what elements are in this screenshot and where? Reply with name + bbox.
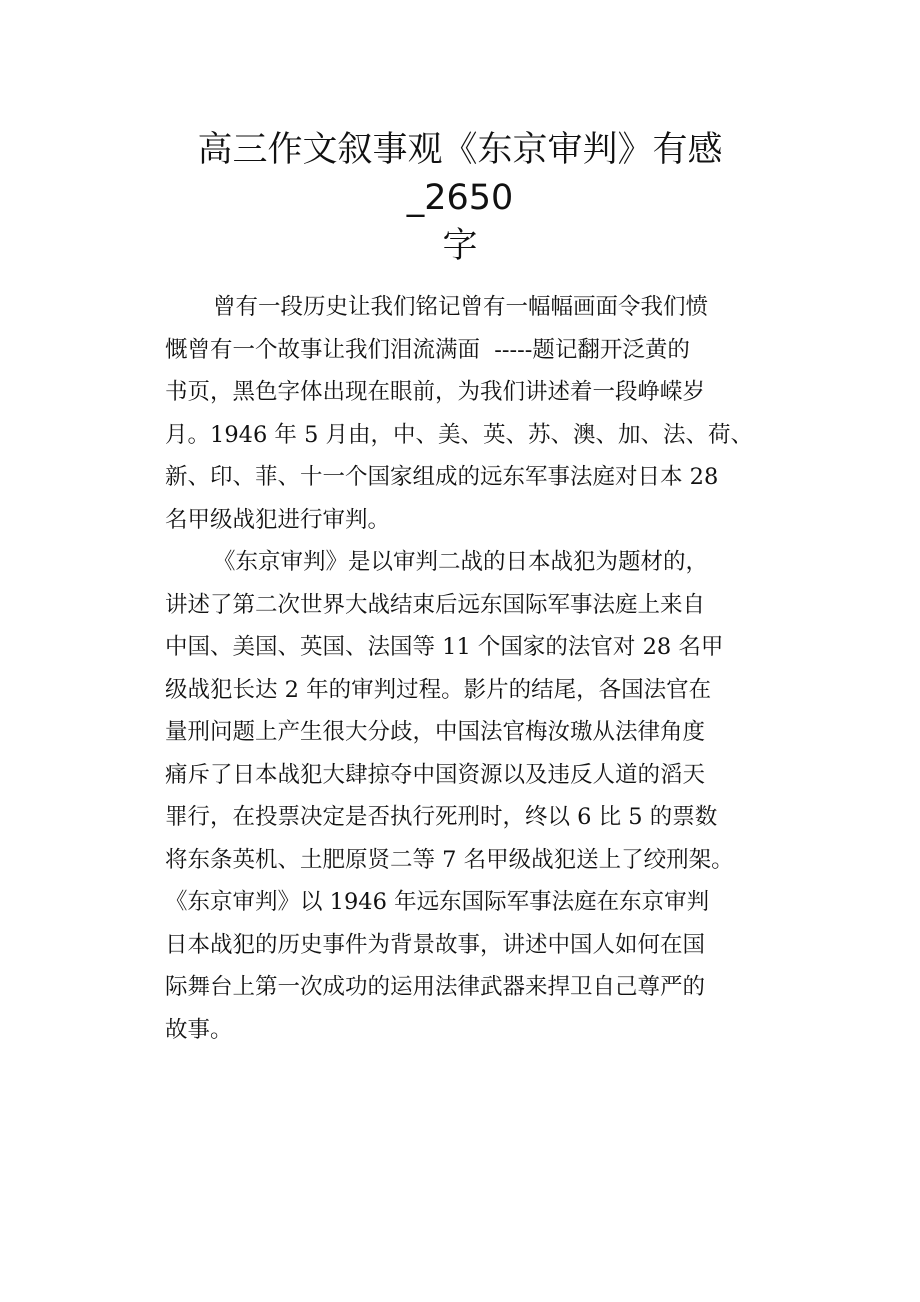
paragraph-2-line-7: 罪行，在投票决定是否执行死刑时，终以 6 比 5 的票数 (165, 804, 718, 830)
title-line-1: 高三作文叙事观《东京审判》有感_2650 (197, 130, 723, 218)
paragraph-1-line-5: 新、印、菲、十一个国家组成的远东军事法庭对日本 28 (165, 464, 719, 490)
paragraph-2-line-4: 级战犯长达 2 年的审判过程。影片的结尾，各国法官在 (165, 676, 712, 703)
paragraph-2-line-9: 《东京审判》以 1946 年远东国际军事法庭在东京审判 (165, 889, 710, 915)
paragraph-1-line-2: 慨曾有一个故事让我们泪流满面 -----题记翻开泛黄的 (165, 336, 690, 363)
paragraph-1-line-6: 名甲级战犯进行审判。 (165, 506, 391, 533)
paragraph-2-line-2: 讲述了第二次世界大战结束后远东国际军事法庭上来自 (165, 591, 706, 618)
essay-body (165, 286, 780, 1051)
paragraph-2-line-3: 中国、美国、英国、法国等 11 个国家的法官对 28 名甲 (165, 634, 724, 660)
title-line-2: 字 (442, 226, 478, 266)
paragraph-1-line-3: 书页，黑色字体出现在眼前，为我们讲述着一段峥嵘岁 (165, 379, 706, 405)
paragraph-1-line-1: 曾有一段历史让我们铭记曾有一幅幅画面令我们愤 (213, 294, 709, 320)
paragraph-2-line-1: 《东京审判》是以审判二战的日本战犯为题材的， (213, 549, 709, 575)
paragraph-2-line-6: 痛斥了日本战犯大肆掠夺中国资源以及违反人道的滔天 (165, 761, 706, 788)
document-title (150, 126, 770, 270)
paragraph-2-line-5: 量刑问题上产生很大分歧，中国法官梅汝璈从法律角度 (165, 719, 706, 745)
paragraph-2-line-8: 将东条英机、土肥原贤二等 7 名甲级战犯送上了绞刑架。 (165, 846, 734, 873)
paragraph-2-line-12: 故事。 (165, 1016, 233, 1043)
paragraph-2-line-11: 际舞台上第一次成功的运用法律武器来捍卫自己尊严的 (165, 974, 706, 1000)
paragraph-2-line-10: 日本战犯的历史事件为背景故事，讲述中国人如何在国 (165, 931, 706, 958)
paragraph-1-line-4: 月。1946 年 5 月由，中、美、英、苏、澳、加、法、荷、 (165, 421, 754, 448)
